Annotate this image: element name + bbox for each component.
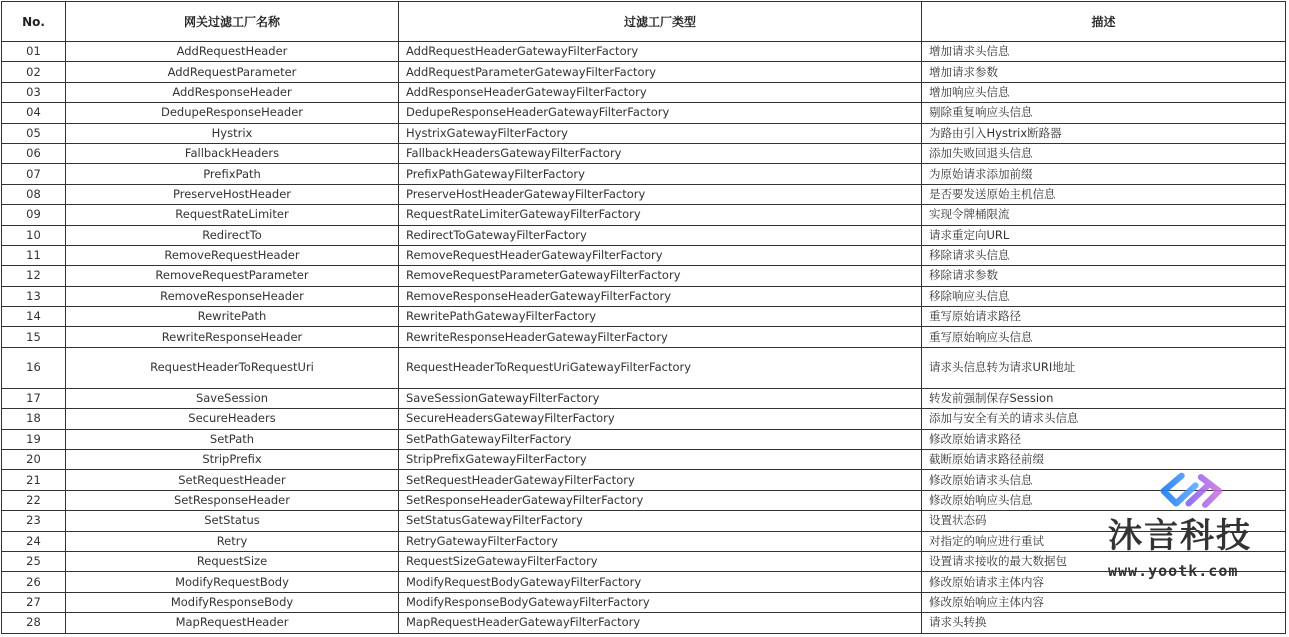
cell-no: 27 — [2, 592, 66, 612]
cell-desc: 重写原始响应头信息 — [922, 327, 1286, 347]
cell-name: RemoveResponseHeader — [66, 286, 399, 306]
cell-name: MapRequestHeader — [66, 613, 399, 633]
cell-desc: 设置状态码 — [922, 511, 1286, 531]
cell-desc: 请求头转换 — [922, 613, 1286, 633]
cell-no: 18 — [2, 409, 66, 429]
cell-type: RequestHeaderToRequestUriGatewayFilterFactory — [399, 347, 922, 388]
table-row — [2, 164, 1286, 184]
cell-type: RewriteResponseHeaderGatewayFilterFactory — [399, 327, 922, 347]
cell-type: PrefixPathGatewayFilterFactory — [399, 164, 922, 184]
table-row — [2, 307, 1286, 327]
cell-desc: 修改原始响应头信息 — [922, 490, 1286, 510]
cell-no: 01 — [2, 42, 66, 62]
cell-name: RewriteResponseHeader — [66, 327, 399, 347]
cell-type: SaveSessionGatewayFilterFactory — [399, 388, 922, 408]
cell-desc: 增加请求头信息 — [922, 42, 1286, 62]
cell-name: FallbackHeaders — [66, 143, 399, 163]
cell-type: RetryGatewayFilterFactory — [399, 531, 922, 551]
cell-no: 21 — [2, 470, 66, 490]
cell-desc: 对指定的响应进行重试 — [922, 531, 1286, 551]
cell-type: SetPathGatewayFilterFactory — [399, 429, 922, 449]
table-row — [2, 327, 1286, 347]
cell-desc: 请求头信息转为请求URI地址 — [922, 347, 1286, 388]
table-row — [2, 225, 1286, 245]
cell-desc: 实现令牌桶限流 — [922, 205, 1286, 225]
cell-no: 23 — [2, 511, 66, 531]
cell-desc: 增加请求参数 — [922, 62, 1286, 82]
table-row — [2, 429, 1286, 449]
cell-no: 05 — [2, 123, 66, 143]
cell-no: 17 — [2, 388, 66, 408]
header-no: No. — [2, 2, 66, 42]
cell-no: 25 — [2, 551, 66, 571]
cell-desc: 增加响应头信息 — [922, 82, 1286, 102]
cell-no: 22 — [2, 490, 66, 510]
cell-desc: 剔除重复响应头信息 — [922, 103, 1286, 123]
watermark — [1104, 470, 1280, 620]
cell-name: ModifyRequestBody — [66, 572, 399, 592]
header-name: 网关过滤工厂名称 — [66, 2, 399, 42]
table-row — [2, 205, 1286, 225]
table-row — [2, 62, 1286, 82]
cell-name: SetResponseHeader — [66, 490, 399, 510]
table-row — [2, 286, 1286, 306]
cell-type: ModifyRequestBodyGatewayFilterFactory — [399, 572, 922, 592]
cell-name: SetStatus — [66, 511, 399, 531]
cell-desc: 添加与安全有关的请求头信息 — [922, 409, 1286, 429]
cell-name: SetRequestHeader — [66, 470, 399, 490]
cell-desc: 修改原始响应主体内容 — [922, 592, 1286, 612]
table-row — [2, 42, 1286, 62]
cell-no: 16 — [2, 347, 66, 388]
table-row — [2, 470, 1286, 490]
cell-no: 09 — [2, 205, 66, 225]
cell-name: SetPath — [66, 429, 399, 449]
cell-no: 03 — [2, 82, 66, 102]
cell-type: SetStatusGatewayFilterFactory — [399, 511, 922, 531]
cell-type: RemoveRequestHeaderGatewayFilterFactory — [399, 245, 922, 265]
table-row — [2, 409, 1286, 429]
cell-no: 14 — [2, 307, 66, 327]
cell-no: 19 — [2, 429, 66, 449]
cell-type: StripPrefixGatewayFilterFactory — [399, 450, 922, 470]
cell-type: FallbackHeadersGatewayFilterFactory — [399, 143, 922, 163]
table-row — [2, 490, 1286, 510]
cell-type: PreserveHostHeaderGatewayFilterFactory — [399, 184, 922, 204]
table-row — [2, 388, 1286, 408]
cell-type: RequestRateLimiterGatewayFilterFactory — [399, 205, 922, 225]
header-row — [2, 2, 1286, 42]
cell-no: 28 — [2, 613, 66, 633]
cell-no: 02 — [2, 62, 66, 82]
cell-type: RedirectToGatewayFilterFactory — [399, 225, 922, 245]
cell-name: RemoveRequestParameter — [66, 266, 399, 286]
cell-name: AddRequestParameter — [66, 62, 399, 82]
cell-type: AddResponseHeaderGatewayFilterFactory — [399, 82, 922, 102]
table-row — [2, 143, 1286, 163]
header-desc: 描述 — [922, 2, 1286, 42]
table-row — [2, 551, 1286, 571]
cell-name: StripPrefix — [66, 450, 399, 470]
cell-type: SecureHeadersGatewayFilterFactory — [399, 409, 922, 429]
header-type: 过滤工厂类型 — [399, 2, 922, 42]
cell-name: Retry — [66, 531, 399, 551]
cell-desc: 添加失败回退头信息 — [922, 143, 1286, 163]
cell-no: 20 — [2, 450, 66, 470]
cell-no: 24 — [2, 531, 66, 551]
cell-no: 10 — [2, 225, 66, 245]
cell-desc: 重写原始请求路径 — [922, 307, 1286, 327]
cell-type: ModifyResponseBodyGatewayFilterFactory — [399, 592, 922, 612]
table-row — [2, 103, 1286, 123]
cell-name: DedupeResponseHeader — [66, 103, 399, 123]
cell-no: 26 — [2, 572, 66, 592]
cell-type: SetRequestHeaderGatewayFilterFactory — [399, 470, 922, 490]
cell-no: 04 — [2, 103, 66, 123]
cell-name: Hystrix — [66, 123, 399, 143]
cell-type: AddRequestParameterGatewayFilterFactory — [399, 62, 922, 82]
cell-desc: 移除响应头信息 — [922, 286, 1286, 306]
cell-type: SetResponseHeaderGatewayFilterFactory — [399, 490, 922, 510]
cell-name: AddRequestHeader — [66, 42, 399, 62]
table-row — [2, 450, 1286, 470]
table-row — [2, 592, 1286, 612]
cell-desc: 为路由引入Hystrix断路器 — [922, 123, 1286, 143]
cell-no: 11 — [2, 245, 66, 265]
cell-name: RequestSize — [66, 551, 399, 571]
watermark-name: 沐言科技 — [1108, 516, 1252, 556]
cell-type: AddRequestHeaderGatewayFilterFactory — [399, 42, 922, 62]
table-row — [2, 613, 1286, 633]
table-row — [2, 347, 1286, 388]
cell-name: RedirectTo — [66, 225, 399, 245]
cell-desc: 修改原始请求主体内容 — [922, 572, 1286, 592]
cell-name: RewritePath — [66, 307, 399, 327]
cell-name: ModifyResponseBody — [66, 592, 399, 612]
table-row — [2, 531, 1286, 551]
cell-desc: 转发前强制保存Session — [922, 388, 1286, 408]
cell-desc: 修改原始请求路径 — [922, 429, 1286, 449]
cell-no: 07 — [2, 164, 66, 184]
gateway-filter-table — [1, 1, 1286, 634]
yootk-logo-icon — [1154, 470, 1230, 512]
watermark-url: www.yootk.com — [1108, 562, 1239, 580]
cell-desc: 设置请求接收的最大数据包 — [922, 551, 1286, 571]
cell-no: 15 — [2, 327, 66, 347]
cell-type: RewritePathGatewayFilterFactory — [399, 307, 922, 327]
cell-no: 13 — [2, 286, 66, 306]
cell-name: SecureHeaders — [66, 409, 399, 429]
table-row — [2, 511, 1286, 531]
cell-desc: 移除请求参数 — [922, 266, 1286, 286]
cell-desc: 是否要发送原始主机信息 — [922, 184, 1286, 204]
cell-name: AddResponseHeader — [66, 82, 399, 102]
cell-type: HystrixGatewayFilterFactory — [399, 123, 922, 143]
cell-desc: 请求重定向URL — [922, 225, 1286, 245]
cell-no: 08 — [2, 184, 66, 204]
cell-name: PreserveHostHeader — [66, 184, 399, 204]
cell-name: PrefixPath — [66, 164, 399, 184]
cell-no: 12 — [2, 266, 66, 286]
table-row — [2, 123, 1286, 143]
cell-name: RemoveRequestHeader — [66, 245, 399, 265]
cell-desc: 移除请求头信息 — [922, 245, 1286, 265]
cell-desc: 修改原始请求头信息 — [922, 470, 1286, 490]
cell-type: RemoveRequestParameterGatewayFilterFactory — [399, 266, 922, 286]
table-row — [2, 572, 1286, 592]
cell-desc: 截断原始请求路径前缀 — [922, 450, 1286, 470]
cell-desc: 为原始请求添加前缀 — [922, 164, 1286, 184]
cell-name: SaveSession — [66, 388, 399, 408]
table-row — [2, 82, 1286, 102]
cell-type: DedupeResponseHeaderGatewayFilterFactory — [399, 103, 922, 123]
cell-name: RequestRateLimiter — [66, 205, 399, 225]
cell-type: MapRequestHeaderGatewayFilterFactory — [399, 613, 922, 633]
table-row — [2, 245, 1286, 265]
table-row — [2, 266, 1286, 286]
cell-no: 06 — [2, 143, 66, 163]
table-row — [2, 184, 1286, 204]
cell-type: RemoveResponseHeaderGatewayFilterFactory — [399, 286, 922, 306]
cell-type: RequestSizeGatewayFilterFactory — [399, 551, 922, 571]
cell-name: RequestHeaderToRequestUri — [66, 347, 399, 388]
